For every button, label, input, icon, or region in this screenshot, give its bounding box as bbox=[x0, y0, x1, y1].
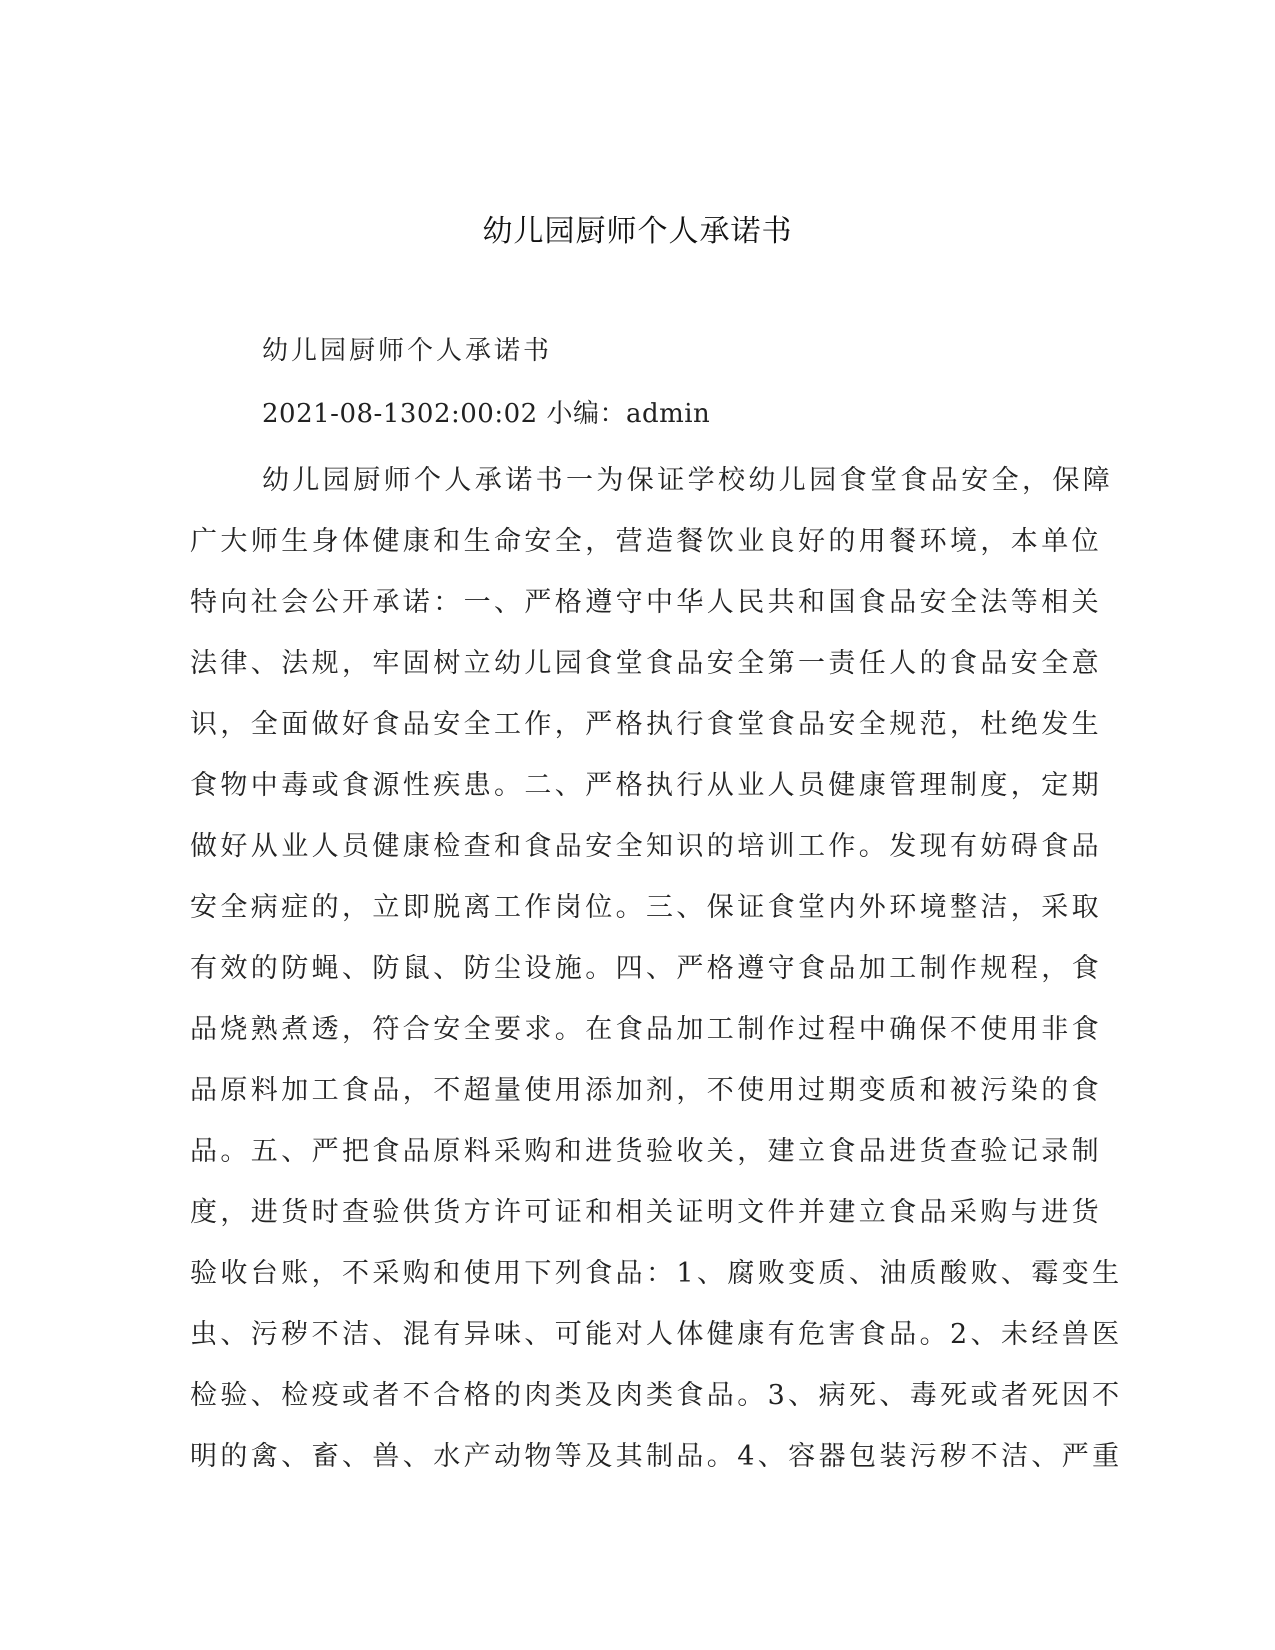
body-line: 虫、污秽不洁、混有异味、可能对人体健康有危害食品。2、未经兽医 bbox=[190, 1319, 1123, 1350]
body-line: 品。五、严把食品原料采购和进货验收关，建立食品进货查验记录制 bbox=[190, 1136, 1102, 1167]
document-title: 幼儿园厨师个人承诺书 bbox=[482, 214, 793, 249]
body-line: 度，进货时查验供货方许可证和相关证明文件并建立食品采购与进货 bbox=[190, 1197, 1102, 1228]
body-line: 安全病症的，立即脱离工作岗位。三、保证食堂内外环境整洁，采取 bbox=[190, 892, 1102, 923]
publish-meta: 2021-08-1302:00:02 小编：admin bbox=[262, 399, 711, 429]
body-line: 广大师生身体健康和生命安全，营造餐饮业良好的用餐环境，本单位 bbox=[190, 526, 1102, 557]
body-paragraph bbox=[190, 450, 1123, 1487]
body-line: 明的禽、畜、兽、水产动物等及其制品。4、容器包装污秽不洁、严重 bbox=[190, 1441, 1123, 1472]
body-line: 法律、法规，牢固树立幼儿园食堂食品安全第一责任人的食品安全意 bbox=[190, 648, 1102, 679]
body-line: 食物中毒或食源性疾患。二、严格执行从业人员健康管理制度，定期 bbox=[190, 770, 1102, 801]
body-line: 有效的防蝇、防鼠、防尘设施。四、严格遵守食品加工制作规程，食 bbox=[190, 953, 1102, 984]
body-line: 品原料加工食品，不超量使用添加剂，不使用过期变质和被污染的食 bbox=[190, 1075, 1102, 1106]
body-line: 幼儿园厨师个人承诺书一为保证学校幼儿园食堂食品安全，保障 bbox=[262, 465, 1114, 496]
body-line: 检验、检疫或者不合格的肉类及肉类食品。3、病死、毒死或者死因不 bbox=[190, 1380, 1123, 1411]
body-line: 做好从业人员健康检查和食品安全知识的培训工作。发现有妨碍食品 bbox=[190, 831, 1102, 862]
document-subtitle: 幼儿园厨师个人承诺书 bbox=[262, 336, 553, 366]
body-line: 验收台账，不采购和使用下列食品：1、腐败变质、油质酸败、霉变生 bbox=[190, 1258, 1123, 1289]
body-line: 特向社会公开承诺：一、严格遵守中华人民共和国食品安全法等相关 bbox=[190, 587, 1102, 618]
body-line: 品烧熟煮透，符合安全要求。在食品加工制作过程中确保不使用非食 bbox=[190, 1014, 1102, 1045]
body-line: 识，全面做好食品安全工作，严格执行食堂食品安全规范，杜绝发生 bbox=[190, 709, 1102, 740]
